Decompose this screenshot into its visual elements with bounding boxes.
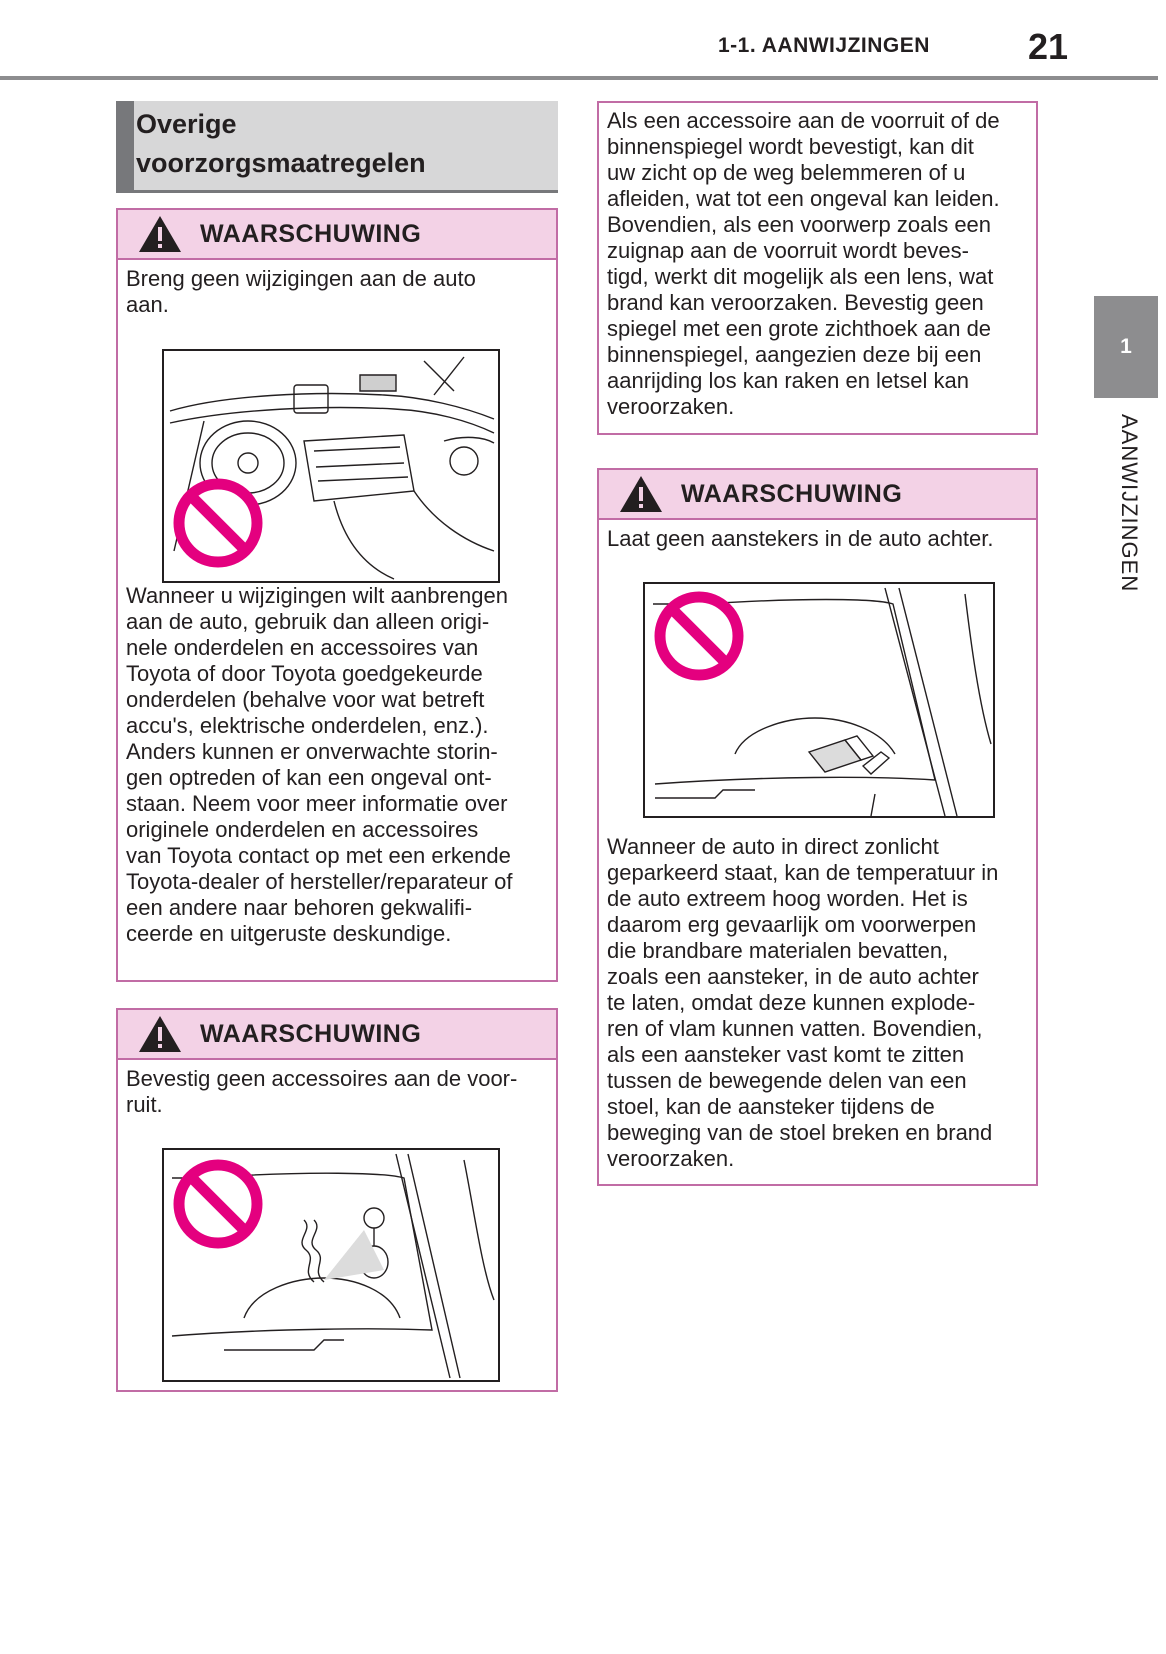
- warning-title: WAARSCHUWING: [200, 219, 422, 248]
- section-heading-line1: Overige: [136, 109, 237, 139]
- warning-triangle-icon: [138, 1015, 182, 1053]
- windshield-warning-continued: Als een accessoire aan de voorruit of de binnenspiegel wordt bevestigt, kan dit uw zicht op de weg belemmeren of u afleiden, wat tot een ongeval kan leiden. Bovendien, als een voorwerp zoals een zuignap aan de voorruit wordt beves- tigd, werkt dit mogelijk als een lens, wat brand kan veroorzaken. Bevestig geen spiegel met een grote zichthoek aan de binnenspiegel, aangezien deze bij een aanrijding los kan raken en letsel kan veroorzaken.: [597, 101, 1038, 435]
- chapter-tab-number: 1: [1120, 335, 1132, 358]
- prohibition-icon: [653, 590, 745, 682]
- page-number: 21: [1028, 26, 1069, 67]
- warning-intro: Bevestig geen accessoires aan de voor- ruit.: [126, 1066, 518, 1117]
- prohibition-icon: [172, 477, 264, 569]
- warning-body: Wanneer de auto in direct zonlicht geparkeerd staat, kan de temperatuur in de auto extreem hoog worden. Het is daarom erg gevaarlijk om voorwerpen die brandbare materialen bevatten, zoals een aansteker, in de auto achter te laten, omdat deze kunnen explode- ren of vlam kunnen vatten. Bovendien, als een aansteker vast komt te zitten tussen de bewegende delen van een stoel, kan de aansteker tijdens de beweging van de stoel breken en brand veroorzaken.: [607, 834, 999, 1171]
- running-header-section: 1-1. AANWIJZINGEN: [718, 34, 930, 57]
- warning-box-modifications: [116, 208, 558, 982]
- header-divider: [0, 76, 1158, 80]
- section-heading: [116, 101, 558, 193]
- warning-title: WAARSCHUWING: [681, 479, 903, 508]
- warning-intro: Laat geen aanstekers in de auto achter.: [607, 526, 994, 551]
- warning-triangle-icon: [619, 475, 663, 513]
- warning-intro: Breng geen wijzigingen aan de auto aan.: [126, 266, 476, 317]
- warning-header: [118, 1010, 556, 1060]
- warning-triangle-icon: [138, 215, 182, 253]
- illustration-windshield-accessories: [162, 1148, 500, 1382]
- warning-title: WAARSCHUWING: [200, 1019, 422, 1048]
- chapter-tab-label: AANWIJZINGEN: [1117, 414, 1142, 593]
- section-heading-line2: voorzorgsmaatregelen: [136, 148, 426, 178]
- warning-box-lighters: [597, 468, 1038, 1186]
- warning-box-windshield: [116, 1008, 558, 1392]
- chapter-tab[interactable]: [1094, 296, 1158, 398]
- illustration-dashboard: [162, 349, 500, 583]
- warning-header: [118, 210, 556, 260]
- illustration-lighter-dashboard: [643, 582, 995, 818]
- warning-body: Wanneer u wijzigingen wilt aanbrengen aan de auto, gebruik dan alleen origi- nele onderdelen en accessoires van Toyota of door Toyota goedgekeurde onderdelen (behalve voor wat betreft accu's, elektrische onderdelen, enz.). Anders kunnen er onverwachte storin- gen optreden of kan een ongeval ont- staan. Neem voor meer informatie over originele onderdelen en accessoires van Toyota contact op met een erkende Toyota-dealer of hersteller/reparateur of een andere naar behoren gekwalifi- ceerde en uitgeruste deskundige.: [126, 583, 513, 946]
- prohibition-icon: [172, 1158, 264, 1250]
- warning-header: [599, 470, 1036, 520]
